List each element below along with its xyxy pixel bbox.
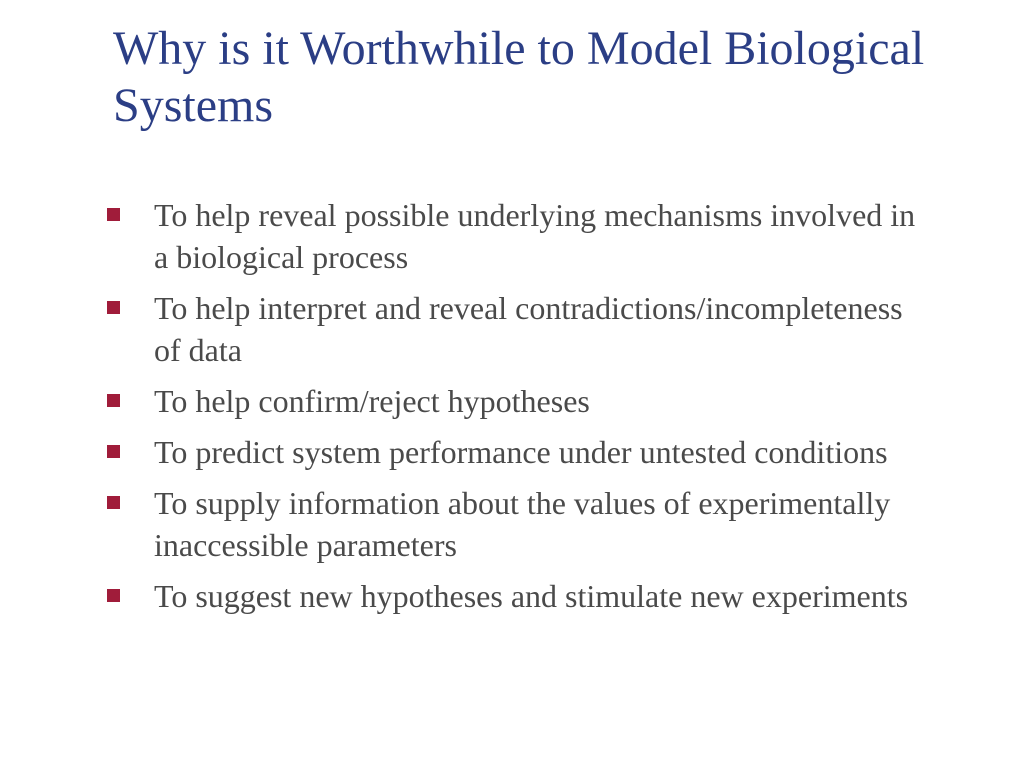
bullet-item [104,482,934,566]
bullet-item [104,194,934,278]
bullet-text: To help reveal possible underlying mechanisms involved in a biological process [154,197,916,275]
square-bullet-icon [107,445,120,458]
bullet-text: To supply information about the values of experimentally inaccessible parameters [154,485,891,563]
bullet-item [104,380,934,422]
bullet-list [104,194,934,626]
slide-title: Why is it Worthwhile to Model Biological Systems [113,22,925,132]
square-bullet-icon [107,496,120,509]
bullet-text: To suggest new hypotheses and stimulate new experiments [154,578,909,614]
bullet-text: To help confirm/reject hypotheses [154,383,590,419]
square-bullet-icon [107,589,120,602]
bullet-item [104,575,934,617]
bullet-text: To predict system performance under untested conditions [154,434,888,470]
bullet-item [104,287,934,371]
square-bullet-icon [107,394,120,407]
bullet-item [104,431,934,473]
square-bullet-icon [107,301,120,314]
square-bullet-icon [107,208,120,221]
bullet-text: To help interpret and reveal contradictions/incompleteness of data [154,290,903,368]
